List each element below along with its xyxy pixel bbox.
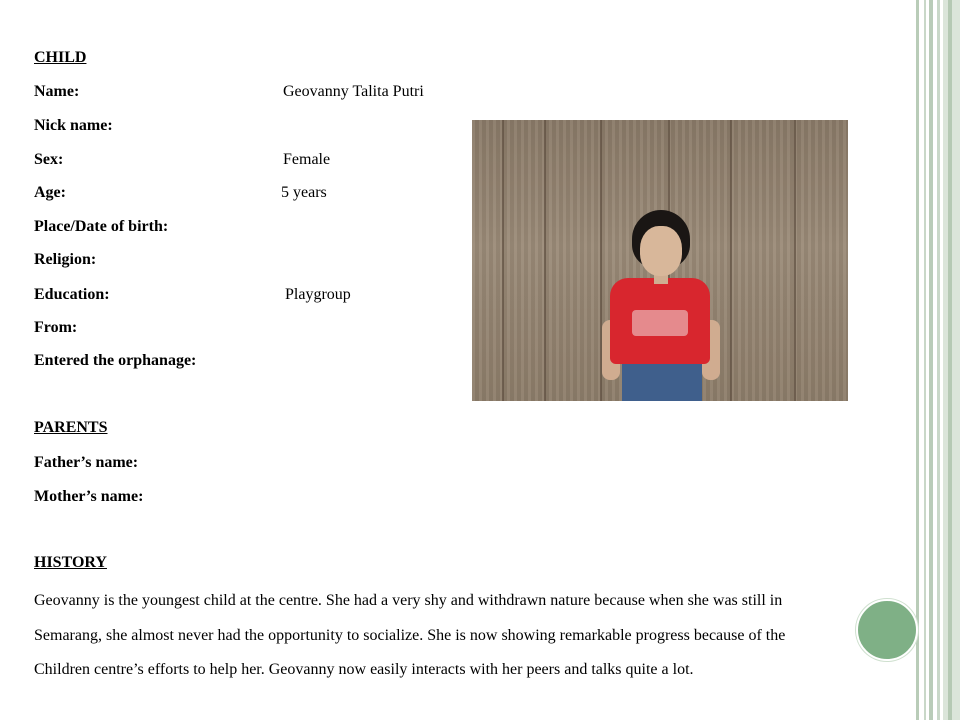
religion-label: Religion: [34,251,97,268]
wood-plank [794,120,796,401]
age-label: Age: [34,184,66,201]
child-jeans [622,358,702,401]
education-label: Education: [34,286,110,303]
birth-label: Place/Date of birth: [34,218,169,235]
entered-label: Entered the orphanage: [34,352,197,369]
parents-heading: PARENTS [34,419,108,436]
frame-line [948,0,952,720]
decorative-circle [856,599,918,661]
mother-label: Mother’s name: [34,488,144,505]
child-photo [472,120,848,401]
child-heading: CHILD [34,49,87,66]
name-label: Name: [34,83,80,100]
father-label: Father’s name: [34,454,139,471]
nickname-label: Nick name: [34,117,113,134]
sex-label: Sex: [34,151,64,168]
child-face [640,226,682,276]
frame-line [929,0,933,720]
age-value: 5 years [281,184,327,201]
frame-line [924,0,926,720]
education-value: Playgroup [285,286,351,303]
frame-line [937,0,940,720]
from-label: From: [34,319,78,336]
name-value: Geovanny Talita Putri [283,83,424,100]
sex-value: Female [283,151,331,168]
history-text: Geovanny is the youngest child at the centre. She had a very shy and withdrawn nature because when she was still in Semarang, she almost never had the opportunity to socialize. She is now showing remarkable progress because of the Children centre’s efforts to help her. Geovanny now easily interacts with her peers and talks quite a lot. [34,592,786,678]
frame-line [916,0,919,720]
wood-plank [502,120,504,401]
wood-plank [730,120,732,401]
shirt-print [632,310,688,336]
wood-plank [544,120,546,401]
history-heading: HISTORY [34,554,107,571]
